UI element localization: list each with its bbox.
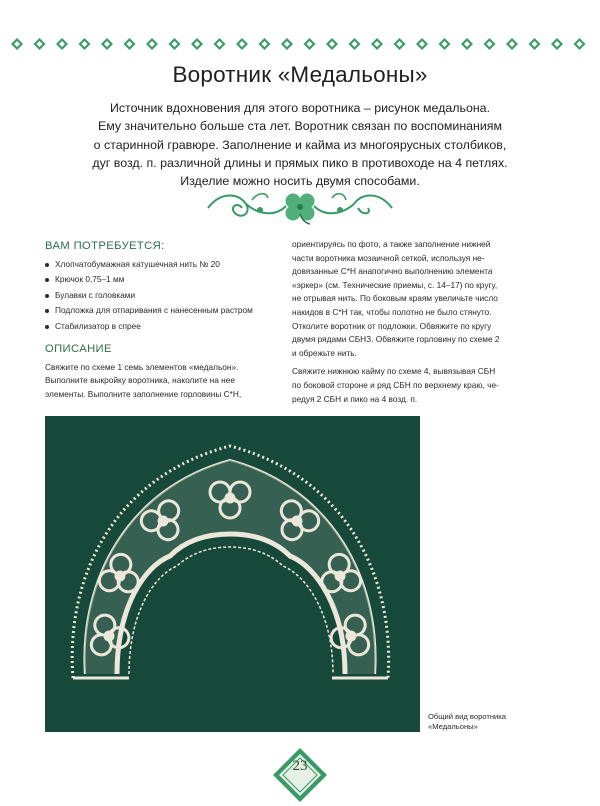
list-item: Подложка для отпаривания с нанесенным растром [45,304,277,320]
text-line: «эркер» (см. Технические приемы, с. 14–17) по кругу, [292,279,498,290]
intro-line: дуг возд. п. различной длины и прямых пико в противоходе на 4 петлях. [92,155,508,170]
page-title: Воротник «Медальоны» [172,62,428,87]
right-column [292,238,554,406]
text-line: редуя 2 СБН и пико на 4 возд. п. [292,393,418,404]
description-paragraph [292,238,554,360]
bullet-icon [45,294,49,298]
text-line: элементы. Выполните заполнение горловины С*Н, [45,388,242,399]
left-column [45,240,277,401]
text-line: по боковой стороне и ряд СБН по верхнему краю, че- [292,379,499,390]
bullet-icon [45,278,49,282]
text-line: части воротника мозаичной сеткой, используя не- [292,252,485,263]
list-item: Крючок 0,75–1 мм [45,273,277,289]
text-line: накидов в С*Н так, чтобы полотно не было стянуто. [292,306,492,317]
description-text-left [45,361,277,402]
list-item: Хлопчатобумажная катушечная нить № 20 [45,258,277,274]
intro-paragraph [60,99,540,190]
text-line: довязанные С*Н анапогично выполнению элемента [292,266,493,277]
text-line: Выполните выкройку воротника, наколите на нее [45,375,235,386]
text-line: ориентируясь по фото, а также заполнение нижней [292,239,491,249]
text-line: Свяжите по схеме 1 семь элементов «медальон». [45,361,239,372]
intro-line: Ему значительно больше ста лет. Воротник связан по воспоминаниям [97,119,503,134]
header-diamond-border [0,37,600,51]
bullet-icon [45,309,49,313]
materials-list [45,258,277,336]
text-line: и обрежьте нить. [292,347,357,358]
photo-caption [428,712,538,732]
caption-line: Общий вид воротника [428,712,506,721]
caption-line: «Медальоны» [428,722,478,731]
lace-collar-photo [45,416,420,732]
list-item: Булавки с головками [45,289,277,305]
text-line: Отколите воротник от подложки. Обвяжите по кругу [292,320,492,331]
page-number: 23 [292,758,308,774]
text-line: не отрывая нить. По боковым краям увеличьте число [292,293,498,304]
clover-vine-ornament-icon [200,186,400,226]
intro-line: Источник вдохновения для этого воротника – рисунок медальона. [109,101,491,115]
diamond-border-icon [0,37,600,51]
text-line: Свяжите нижнюю кайму по схеме 4, вывязывая СБН [292,366,496,377]
materials-heading: ВАМ ПОТРЕБУЕТСЯ: [45,240,165,252]
list-item: Стабилизатор в спрее [45,320,277,336]
description-paragraph [292,365,554,406]
bullet-icon [45,325,49,329]
intro-line: о старинной гравюре. Заполнение и кайма из многоярусных столбиков, [93,137,507,152]
bullet-icon [45,263,49,267]
text-line: двумя рядами СБНЗ. Обвяжите горловину по схеме 2 [292,334,500,345]
lace-collar-image [45,416,420,732]
description-heading: ОПИСАНИЕ [45,343,112,356]
intro-line: Изделие можно носить двумя способами. [180,174,420,189]
